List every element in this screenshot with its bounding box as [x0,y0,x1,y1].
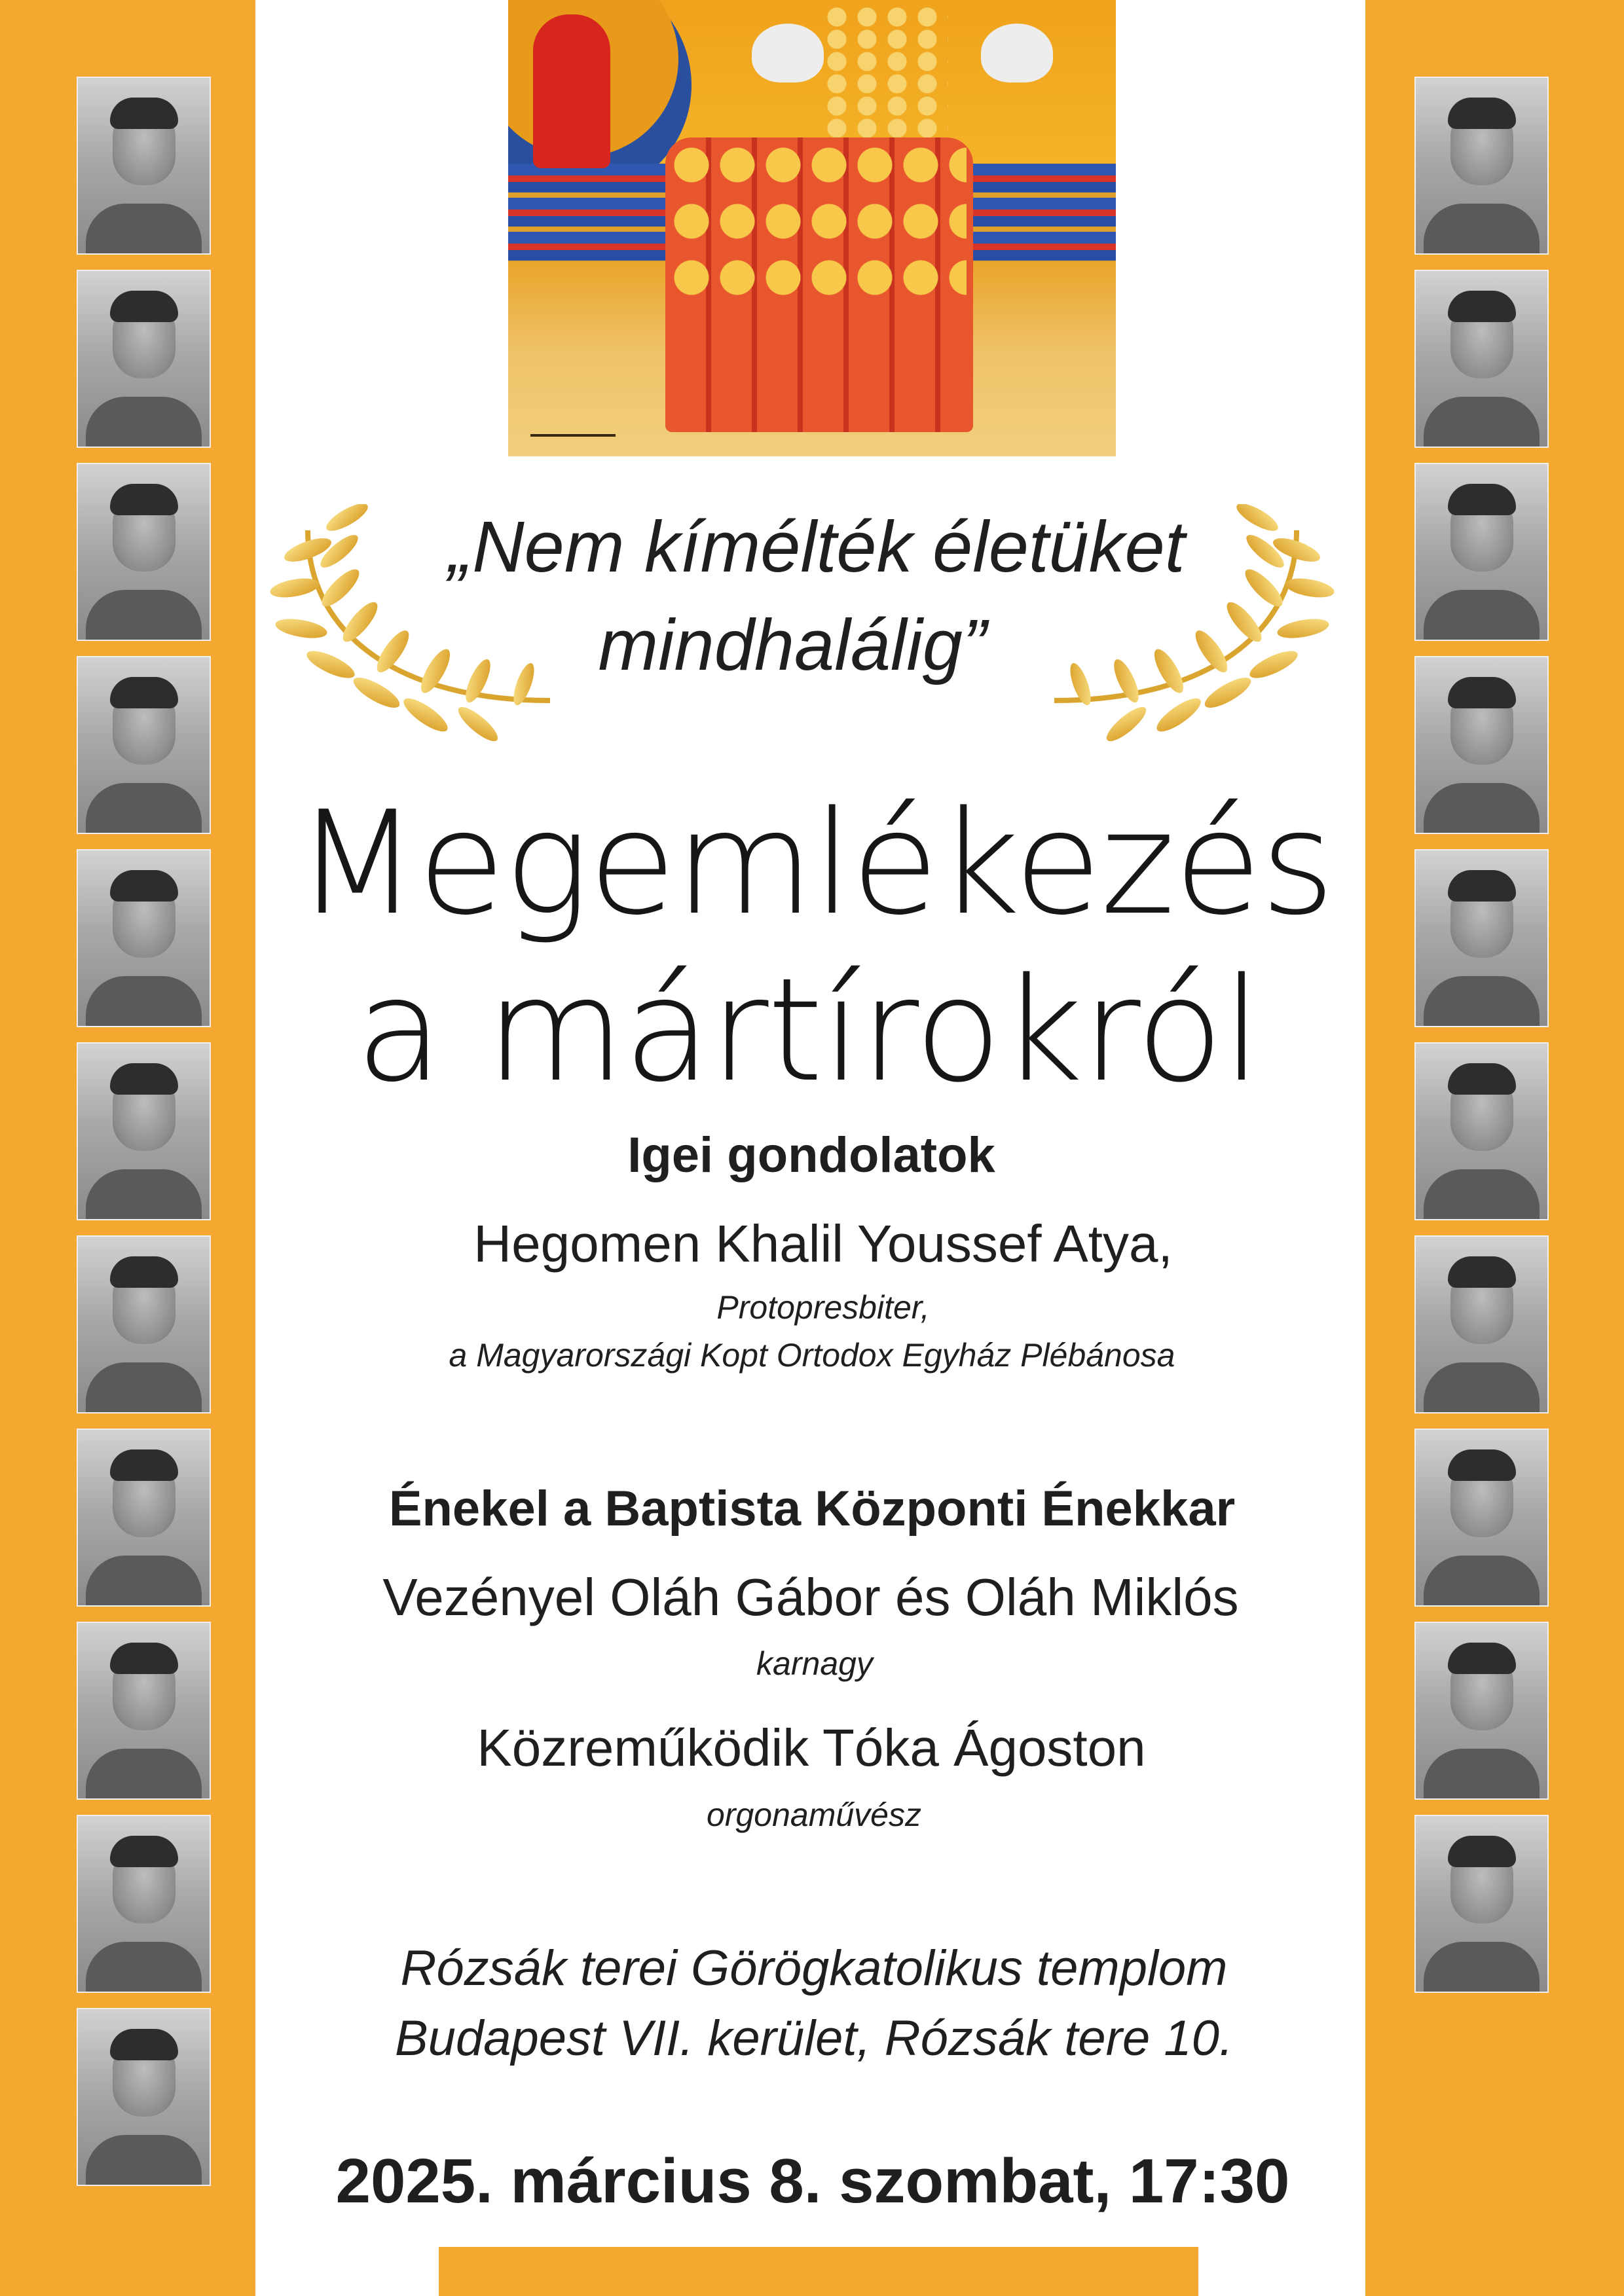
venue-line-2: Budapest VII. kerület, Rózsák tere 10. [394,2011,1234,2066]
sermon-role-line-1: Protopresbiter, [716,1289,930,1326]
portrait-photo [77,463,211,641]
organist-role: orgonaművész [707,1796,921,1833]
quote-line-2: mindhalálig” [598,605,987,685]
sermon-heading: Igei gondolatok [627,1127,995,1183]
portrait-photo [77,270,211,448]
bottom-orange-bar [439,2247,1198,2296]
portrait-photo [1414,1815,1549,1993]
portrait-photo [77,1815,211,1993]
portrait-photo [1414,849,1549,1027]
portrait-photo [1414,1622,1549,1800]
sermon-role-line-2: a Magyarországi Kopt Ortodox Egyház Plébánosa [449,1337,1175,1374]
venue-line-1: Rózsák terei Görögkatolikus templom [400,1941,1228,1996]
portrait-photo [77,1622,211,1800]
event-date: 2025. március 8. szombat, 17:30 [335,2146,1290,2216]
portrait-photo [77,77,211,255]
organist-line: Közreműködik Tóka Ágoston [477,1719,1146,1777]
page-title-line-2: a mártírokról [356,948,1261,1114]
portrait-photo [77,849,211,1027]
choir-heading: Énekel a Baptista Központi Énekkar [388,1481,1236,1537]
portrait-photo [1414,270,1549,448]
choir-conductors-role: karnagy [756,1645,873,1682]
sermon-speaker: Hegomen Khalil Youssef Atya, [473,1214,1173,1273]
portrait-photo [1414,656,1549,834]
portrait-photo [77,1429,211,1607]
portrait-photo [1414,77,1549,255]
portrait-photo [1414,1235,1549,1413]
choir-conductors: Vezényel Oláh Gábor és Oláh Miklós [382,1568,1239,1626]
portrait-photo [1414,1429,1549,1607]
coptic-martyrs-icon-painting [508,0,1116,456]
portrait-photo [1414,1042,1549,1220]
portrait-photo [77,2008,211,2186]
quote-line-1: „Nem kímélték életüket [448,507,1185,587]
portrait-photo [77,1042,211,1220]
portrait-photo [77,656,211,834]
portrait-photo [77,1235,211,1413]
portrait-photo [1414,463,1549,641]
page-title-line-1: Megemlékezés [295,781,1334,947]
